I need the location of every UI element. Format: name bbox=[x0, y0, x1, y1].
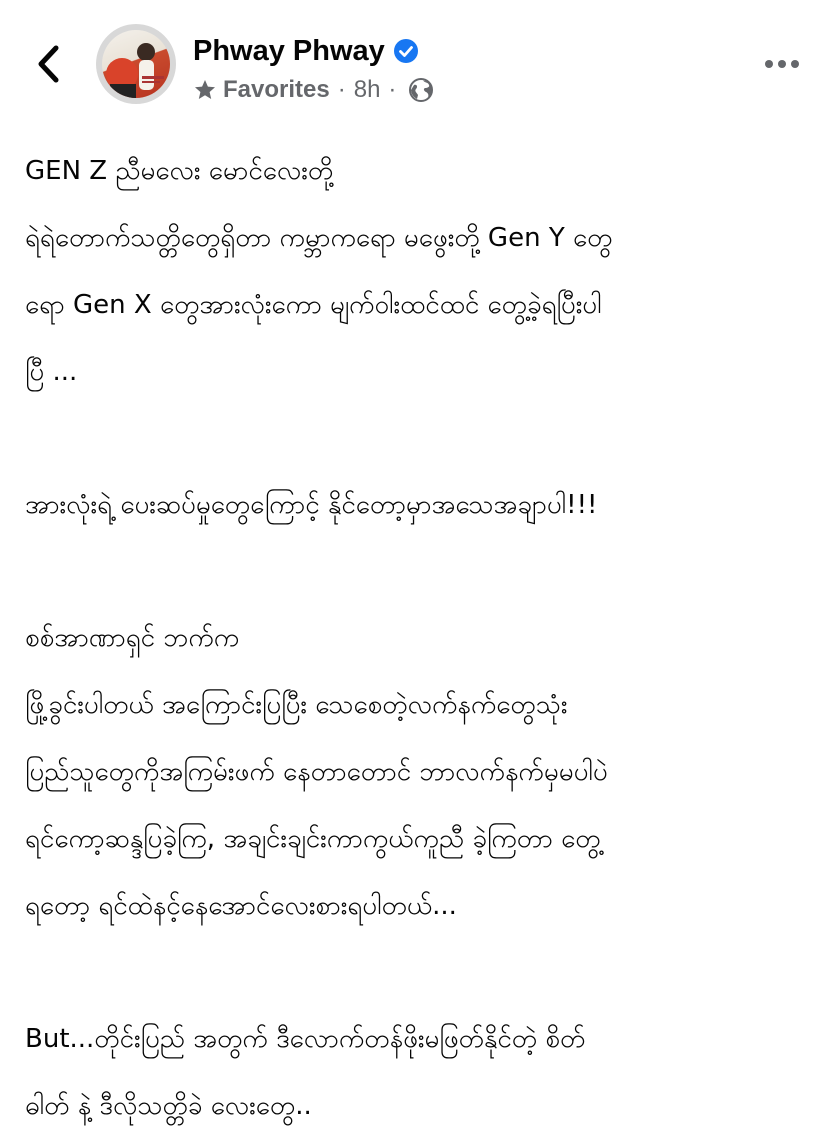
more-options-button[interactable] bbox=[762, 46, 802, 82]
post-paragraph bbox=[25, 472, 815, 539]
post-line: ရတော့ ရင်ထဲနင့်နေအောင်လေးစားရပါတယ်... bbox=[25, 891, 457, 921]
audience-label[interactable]: Favorites bbox=[223, 76, 330, 103]
post-text bbox=[25, 138, 815, 1140]
post-paragraph bbox=[25, 605, 815, 940]
back-button[interactable] bbox=[26, 40, 70, 88]
more-horizontal-icon bbox=[764, 59, 800, 69]
post-line: ရင်ကော့ဆန္ဒပြခဲ့ကြ, အချင်းချင်းကာကွယ်ကူညီ ခဲ့ကြတာ တွေ့ bbox=[25, 824, 601, 854]
post-line: အားလုံးရဲ့ ပေးဆပ်မှုတွေကြောင့် နိုင်တော့မှာအသေအချာပါ!!! bbox=[25, 490, 598, 520]
paragraph-gap bbox=[25, 406, 815, 472]
chevron-left-icon bbox=[36, 45, 60, 83]
post-line: ရော Gen X တွေအားလုံးကော မျက်ဝါးထင်ထင် တွေ့ခဲ့ရပြီးပါ bbox=[25, 290, 602, 320]
post-paragraph bbox=[25, 138, 815, 406]
post-paragraph bbox=[25, 1006, 815, 1140]
paragraph-gap bbox=[25, 940, 815, 1006]
post-header bbox=[0, 0, 828, 130]
post-line: But...တိုင်းပြည် အတွက် ဒီလောက်တန်ဖိုးမဖြတ်နိုင်တဲ့ စိတ် bbox=[25, 1024, 586, 1054]
post-line: ဖြို့ခွင်းပါတယ် အကြောင်းပြပြီး သေစေတဲ့လက်နက်တွေသုံး bbox=[25, 690, 568, 720]
post-line: ပြီ ... bbox=[25, 357, 78, 387]
paragraph-gap bbox=[25, 539, 815, 605]
post-line: ပြည်သူတွေကိုအကြမ်းဖက် နေတာတောင် ဘာလက်နက်မှမပါပဲ bbox=[25, 757, 608, 787]
post-line: ဓါတ် နဲ့ ဒီလိုသတ္တိခဲ လေးတွေ.. bbox=[25, 1091, 312, 1121]
post-meta bbox=[193, 74, 434, 106]
globe-icon bbox=[408, 77, 434, 103]
post-line: GEN Z ညီမလေး မောင်လေးတို့ bbox=[25, 156, 334, 186]
avatar[interactable] bbox=[96, 24, 176, 104]
post-line: ရဲရဲတောက်သတ္တိတွေရှိတာ ကမ္ဘာကရော မဖွေးတို့ Gen Y တွေ bbox=[25, 223, 613, 253]
post-line: စစ်အာဏာရှင် ဘက်က bbox=[25, 623, 240, 653]
poster-name-text: Phway Phway bbox=[193, 35, 385, 67]
poster-name[interactable] bbox=[193, 32, 419, 70]
meta-separator: · bbox=[337, 76, 346, 103]
post-time[interactable]: 8h bbox=[353, 76, 381, 103]
verified-badge-icon bbox=[393, 38, 419, 64]
profile-photo bbox=[102, 30, 170, 98]
star-icon bbox=[193, 78, 217, 102]
meta-separator-2: · bbox=[388, 76, 397, 103]
